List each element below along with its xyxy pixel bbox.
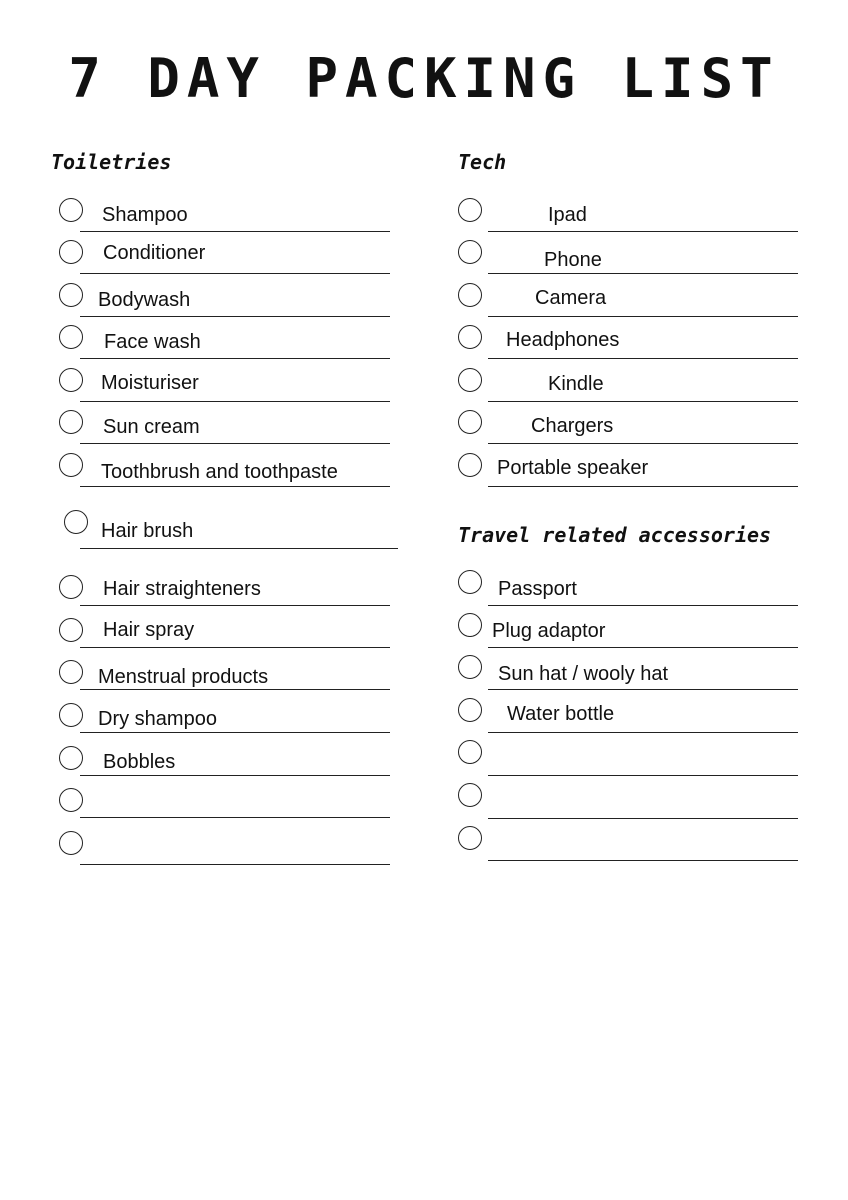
travel-water-bottle-underline — [488, 732, 798, 733]
tech-phone-label: Phone — [544, 249, 602, 271]
page-title: 7 DAY PACKING LIST — [68, 47, 780, 110]
travel-blank-7-underline — [488, 860, 798, 861]
toiletries-moisturiser-underline — [80, 401, 390, 402]
toiletries-shampoo-checkbox[interactable] — [59, 198, 83, 222]
toiletries-conditioner-label: Conditioner — [103, 242, 206, 264]
toiletries-hair-straighteners-label: Hair straighteners — [103, 578, 261, 600]
toiletries-hair-brush-checkbox[interactable] — [64, 510, 88, 534]
toiletries-face-wash-underline — [80, 358, 390, 359]
toiletries-dry-shampoo-label: Dry shampoo — [98, 708, 217, 730]
toiletries-face-wash-checkbox[interactable] — [59, 325, 83, 349]
tech-headphones-label: Headphones — [506, 329, 620, 351]
travel-blank-5-underline — [488, 775, 798, 776]
travel-sun-hat-wooly-hat-label: Sun hat / wooly hat — [498, 663, 669, 685]
tech-chargers-underline — [488, 443, 798, 444]
tech-portable-speaker-label: Portable speaker — [497, 457, 649, 479]
travel-passport-checkbox[interactable] — [458, 570, 482, 594]
travel-plug-adaptor-label: Plug adaptor — [492, 620, 606, 642]
tech-headphones-underline — [488, 358, 798, 359]
toiletries-menstrual-products-label: Menstrual products — [98, 666, 269, 688]
toiletries-shampoo-underline — [80, 231, 390, 232]
toiletries-hair-spray-checkbox[interactable] — [59, 618, 83, 642]
toiletries-hair-straighteners-checkbox[interactable] — [59, 575, 83, 599]
toiletries-menstrual-products-checkbox[interactable] — [59, 660, 83, 684]
toiletries-sun-cream-checkbox[interactable] — [59, 410, 83, 434]
tech-kindle-underline — [488, 401, 798, 402]
toiletries-bobbles-underline — [80, 775, 390, 776]
tech-phone-underline — [488, 273, 798, 274]
toiletries-shampoo-label: Shampoo — [102, 204, 188, 226]
tech-chargers-label: Chargers — [531, 415, 614, 437]
tech-phone-checkbox[interactable] — [458, 240, 482, 264]
tech-camera-label: Camera — [535, 287, 607, 309]
tech-ipad-checkbox[interactable] — [458, 198, 482, 222]
toiletries-blank-14-underline — [80, 817, 390, 818]
toiletries-hair-brush-underline — [80, 548, 398, 549]
tech-kindle-label: Kindle — [548, 373, 604, 395]
toiletries-sun-cream-label: Sun cream — [103, 416, 200, 438]
tech-headphones-checkbox[interactable] — [458, 325, 482, 349]
toiletries-face-wash-label: Face wash — [104, 331, 201, 353]
toiletries-menstrual-products-underline — [80, 689, 390, 690]
toiletries-blank-15-checkbox[interactable] — [59, 831, 83, 855]
tech-portable-speaker-underline — [488, 486, 798, 487]
toiletries-toothbrush-and-toothpaste-underline — [80, 486, 390, 487]
toiletries-bobbles-label: Bobbles — [103, 751, 176, 773]
travel-sun-hat-wooly-hat-underline — [488, 689, 798, 690]
travel-blank-6-checkbox[interactable] — [458, 783, 482, 807]
toiletries-sun-cream-underline — [80, 443, 390, 444]
toiletries-hair-spray-underline — [80, 647, 390, 648]
toiletries-blank-15-underline — [80, 864, 390, 865]
toiletries-conditioner-checkbox[interactable] — [59, 240, 83, 264]
travel-blank-5-checkbox[interactable] — [458, 740, 482, 764]
toiletries-hair-brush-label: Hair brush — [101, 520, 194, 542]
toiletries-dry-shampoo-checkbox[interactable] — [59, 703, 83, 727]
toiletries-bodywash-label: Bodywash — [98, 289, 191, 311]
toiletries-blank-14-checkbox[interactable] — [59, 788, 83, 812]
toiletries-hair-straighteners-underline — [80, 605, 390, 606]
travel-blank-6-underline — [488, 818, 798, 819]
toiletries-bodywash-checkbox[interactable] — [59, 283, 83, 307]
travel-passport-underline — [488, 605, 798, 606]
tech-camera-underline — [488, 316, 798, 317]
travel-plug-adaptor-underline — [488, 647, 798, 648]
toiletries-bodywash-underline — [80, 316, 390, 317]
toiletries-moisturiser-label: Moisturiser — [101, 372, 199, 394]
travel-passport-label: Passport — [498, 578, 577, 600]
toiletries-hair-spray-label: Hair spray — [103, 619, 195, 641]
travel-blank-7-checkbox[interactable] — [458, 826, 482, 850]
tech-ipad-underline — [488, 231, 798, 232]
toiletries-bobbles-checkbox[interactable] — [59, 746, 83, 770]
toiletries-dry-shampoo-underline — [80, 732, 390, 733]
tech-portable-speaker-checkbox[interactable] — [458, 453, 482, 477]
toiletries-conditioner-underline — [80, 273, 390, 274]
travel-water-bottle-checkbox[interactable] — [458, 698, 482, 722]
travel-plug-adaptor-checkbox[interactable] — [458, 613, 482, 637]
travel-sun-hat-wooly-hat-checkbox[interactable] — [458, 655, 482, 679]
toiletries-toothbrush-and-toothpaste-checkbox[interactable] — [59, 453, 83, 477]
tech-chargers-checkbox[interactable] — [458, 410, 482, 434]
travel-water-bottle-label: Water bottle — [507, 703, 615, 725]
section-title-travel: Travel related accessories — [458, 523, 772, 547]
section-title-tech: Tech — [458, 150, 507, 174]
toiletries-moisturiser-checkbox[interactable] — [59, 368, 83, 392]
tech-camera-checkbox[interactable] — [458, 283, 482, 307]
section-title-toiletries: Toiletries — [51, 150, 172, 174]
tech-ipad-label: Ipad — [548, 204, 587, 226]
tech-kindle-checkbox[interactable] — [458, 368, 482, 392]
toiletries-toothbrush-and-toothpaste-label: Toothbrush and toothpaste — [101, 461, 338, 483]
